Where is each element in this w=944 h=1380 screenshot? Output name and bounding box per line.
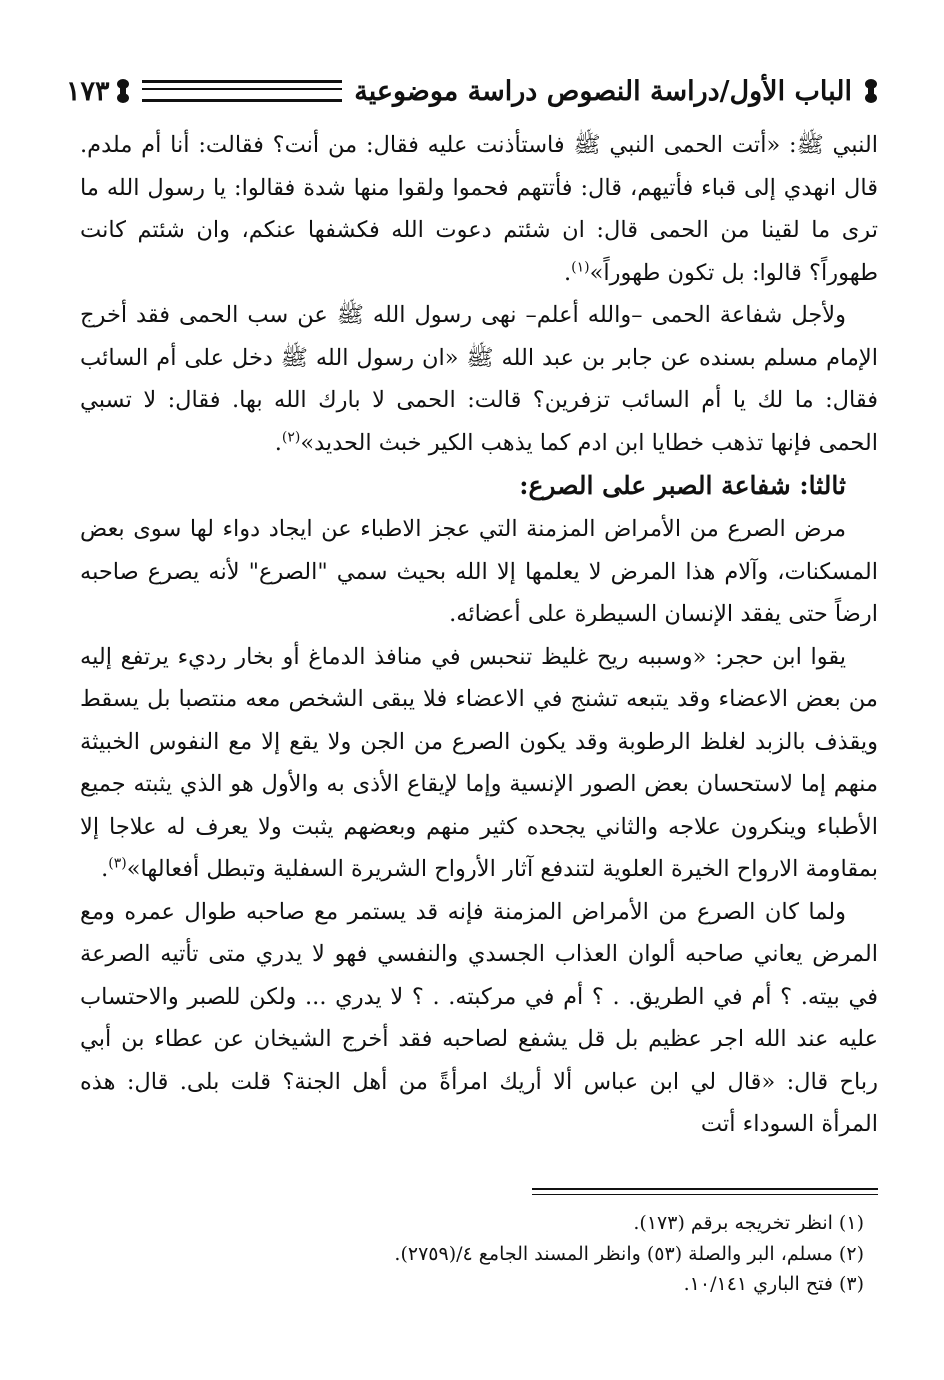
paragraph: مرض الصرع من الأمراض المزمنة التي عجز الاطباء عن ايجاد دواء لها سوى بعض المسكنات، وآلام هذا المرض لا يعلمها إلا الله بحيث سمي "الصرع" لأنه يصرع صاحبه ارضاً حتى يفقد الإنسان السيطرة على أعضائه. — [80, 516, 878, 627]
paragraph: ولما كان الصرع من الأمراض المزمنة فإنه قد يستمر مع صاحبه طوال عمره ومع المرض يعاني صاحبه ألوان العذاب الجسدي والنفسي فهو لا يدري متى تأتيه الصرعة في بيته. ؟ أم في الطريق. . ؟ أم في مركبته. . ؟ لا يدري ... ولكن للصبر والاحتساب عليه عند الله اجر عظيم بل قل يشفع لصاحبه فقد أخرج الشيخان عن عطاء بن أبي رباح قال: «قال لي ابن عباس ألا أريك امرأةً من أهل الجنة؟ قلت بلى. قال: هذه المرأة السوداء أتت — [80, 898, 878, 1137]
paragraph-text: النبي ﷺ: «أتت الحمى النبي ﷺ فاستأذنت عليه فقال: من أنت؟ فقالت: أنا أم ملدم. قال انهدي إلى قباء فأتيهم، قال: فأتتهم فحموا ولقوا منها شدة فقالوا: يا رسول الله ما ترى ما لقينا من الحمى قال: ان شئتم دعوت الله فكشفها عنكم، وان شئتم كانت طهوراً؟ قالوا: بل تكون طهوراً» — [80, 132, 878, 286]
paragraph: ولأجل شفاعة الحمى –والله أعلم– نهى رسول الله ﷺ عن سب الحمى فقد أخرج الإمام مسلم بسنده عن جابر بن عبد الله ﷺ «ان رسول الله ﷺ دخل على أم السائب فقال: ما لك يا أم السائب تزفرين؟ قالت: الحمى لا بارك الله بها. فقال: لا تسبي الحمى فإنها تذهب خطايا ابن ادم كما يذهب الكير خبث الحديد»$^{(٢)}$. — [80, 302, 878, 456]
footnote-divider — [532, 1188, 878, 1190]
section-heading: ثالثا: شفاعة الصبر على الصرع: — [519, 471, 846, 500]
footnote-ref: (١) — [571, 259, 590, 275]
paragraph: النبي ﷺ: «أتت الحمى النبي ﷺ فاستأذنت عليه فقال: من أنت؟ فقالت: أنا أم ملدم. قال انهدي إلى قباء فأتيهم، قال: فأتتهم فحموا ولقوا منها شدة فقالوا: يا رسول الله ما ترى ما لقينا من الحمى قال: ان شئتم دعوت الله فكشفها عنكم، وان شئتم كانت طهوراً؟ قالوا: بل تكون طهوراً»$^{(١)}$. — [80, 132, 878, 286]
paragraph-text: يقوا ابن حجر: «وسببه ريح غليظ تنحبس في منافذ الدماغ أو بخار رديء يرتفع إليه من بعض الاعضاء وقد يتبعه تشنج في الاعضاء فلا يبقى الشخص معه منتصبا بل يسقط ويقذف بالزبد لغلظ الرطوبة وقد يكون الصرع من الجن ولا يقع إلا مع النفوس الخبيثة منهم إما لاستحسان بعض الصور الإنسية وإما لإيقاع الأذى به والأول هو الذي يثبته جميع الأطباء وينكرون علاجه والثاني يجحده كثير منهم وبعضهم يثبت ولا يعرف له علاجا إلا بمقاومة الارواح الخيرة العلوية لتندفع آثار الأرواح الشريرة السفلية وتبطل أفعالها» — [80, 643, 878, 882]
footnotes — [80, 1208, 864, 1300]
footnote-ref: (٣) — [108, 855, 127, 872]
footnote: (٢) مسلم، البر والصلة (٥٣) وانظر المسند الجامع ٤/(٢٧٥٩). — [394, 1242, 864, 1265]
ornament-icon — [110, 76, 136, 106]
ornament-icon — [858, 76, 884, 106]
footnote-divider — [532, 1194, 878, 1195]
chapter-title: الباب الأول/دراسة النصوص دراسة موضوعية — [354, 75, 852, 107]
footnote: (٣) فتح الباري ١٠/١٤١. — [683, 1273, 864, 1295]
header-rule — [142, 80, 343, 102]
page-header — [60, 66, 884, 116]
footnote-ref: (٢) — [281, 429, 301, 445]
page-number: ١٧٣ — [66, 75, 110, 107]
footnote: (١) انظر تخريجه برقم (١٧٣). — [633, 1212, 864, 1234]
paragraph-text: ولأجل شفاعة الحمى –والله أعلم– نهى رسول الله ﷺ عن سب الحمى فقد أخرج الإمام مسلم بسنده عن جابر بن عبد الله ﷺ «ان رسول الله ﷺ دخل على أم السائب فقال: ما لك يا أم السائب تزفرين؟ قالت: الحمى لا بارك الله بها. فقال: لا تسبي الحمى فإنها تذهب خطايا ابن ادم كما يذهب الكير خبث الحديد» — [80, 302, 878, 456]
page-body — [80, 124, 878, 1146]
paragraph: يقوا ابن حجر: «وسببه ريح غليظ تنحبس في منافذ الدماغ أو بخار رديء يرتفع إليه من بعض الاعضاء وقد يتبعه تشنج في الاعضاء فلا يبقى الشخص معه منتصبا بل يسقط ويقذف بالزبد لغلظ الرطوبة وقد يكون الصرع من الجن ولا يقع إلا مع النفوس الخبيثة منهم إما لاستحسان بعض الصور الإنسية وإما لإيقاع الأذى به والأول هو الذي يثبته جميع الأطباء وينكرون علاجه والثاني يجحده كثير منهم وبعضهم يثبت ولا يعرف له علاجا إلا بمقاومة الارواح الخيرة العلوية لتندفع آثار الأرواح الشريرة السفلية وتبطل أفعالها»$^{(٣)}$. — [80, 643, 878, 882]
